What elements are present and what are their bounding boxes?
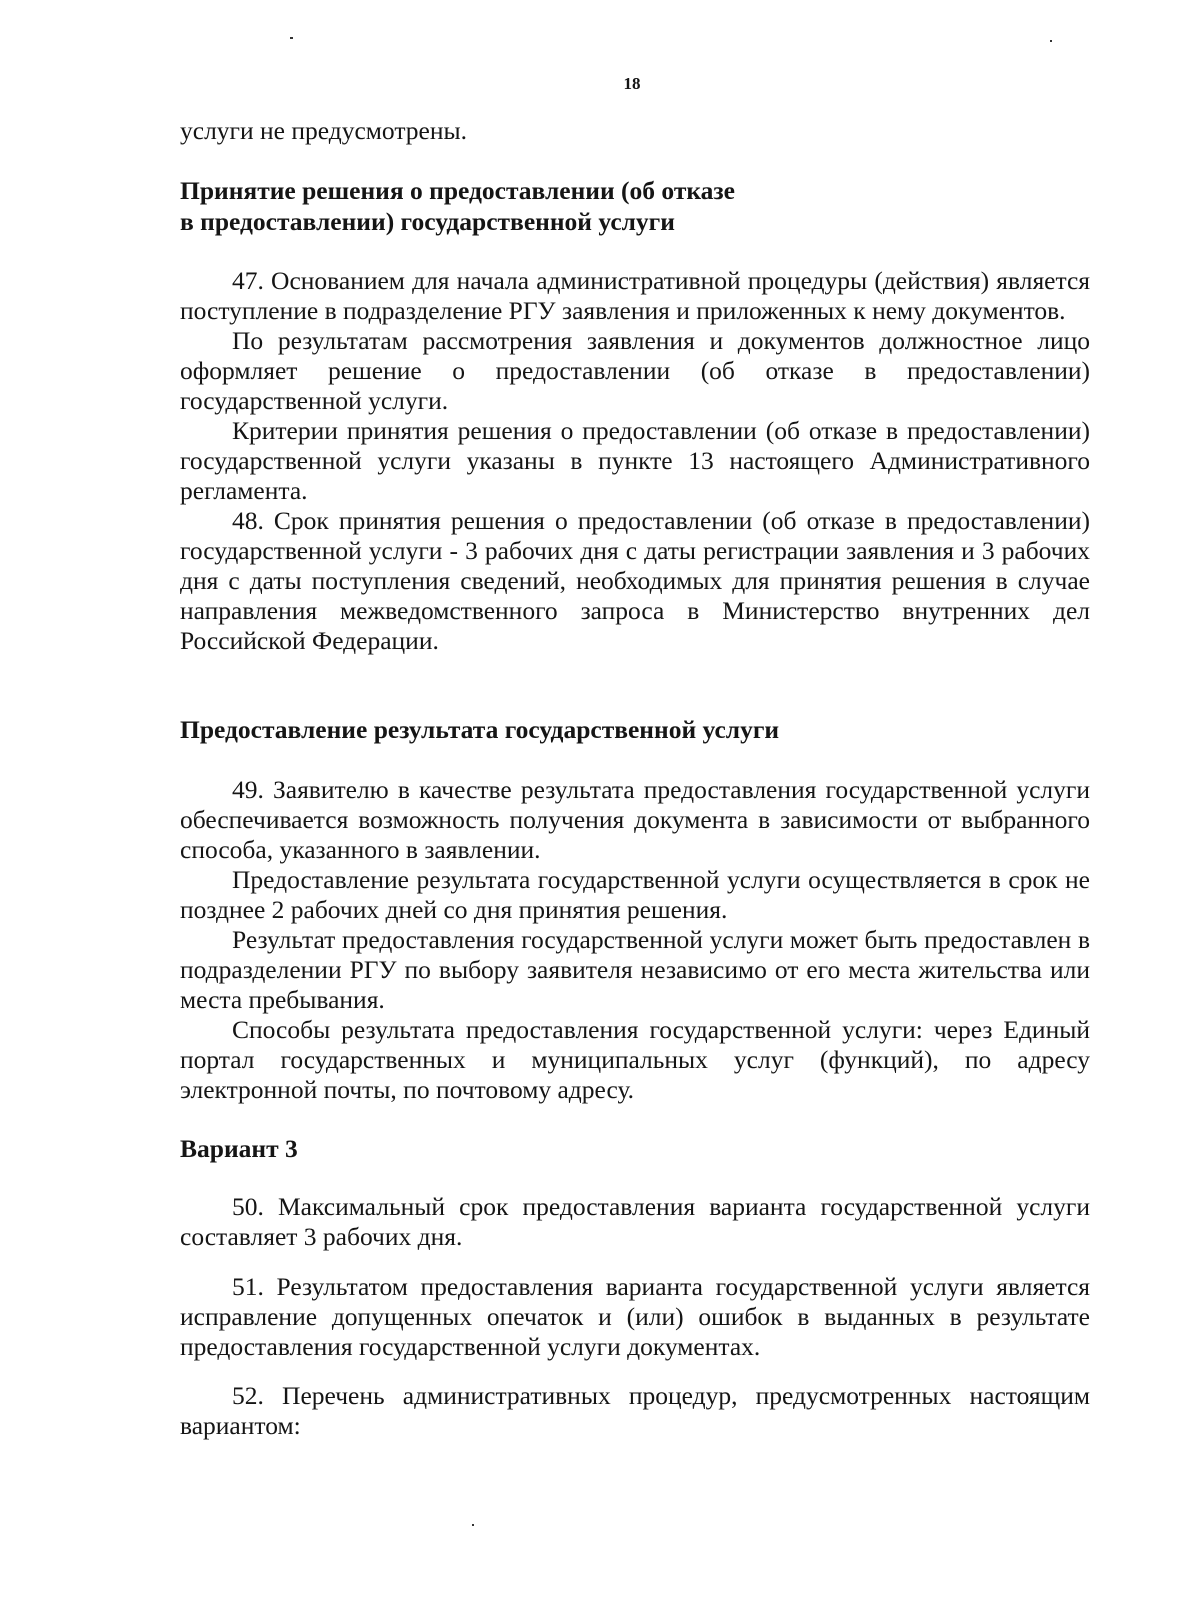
paragraph-48: 48. Срок принятия решения о предоставлении (об отказе в предоставлении) государственной услуги - 3 рабочих дня с даты регистрации заявления и 3 рабочих дня с даты поступления сведений, необходимых для принятия решения в случае направления межведомственного запроса в Министерство внутренних дел Российской Федерации.: [180, 506, 1090, 655]
section-heading-line2: в предоставлении) государственной услуги: [180, 207, 675, 236]
variant-3-p51: [180, 1272, 1090, 1362]
paragraph-49-term: Предоставление результата государственной услуги осуществляется в срок не позднее 2 рабочих дней со дня принятия решения.: [180, 865, 1090, 924]
paragraph-47: 47. Основанием для начала административной процедуры (действия) является поступление в подразделение РГУ заявления и приложенных к нему документов.: [180, 266, 1090, 325]
intro-line: услуги не предусмотрены.: [180, 116, 468, 145]
paragraph-47-outcome: По результатам рассмотрения заявления и документов должностное лицо оформляет решение о предоставлении (об отказе в предоставлении) государственной услуги.: [180, 326, 1090, 415]
page-number: 18: [623, 74, 641, 93]
variant-3-p52: [180, 1381, 1090, 1441]
paragraph-49-methods: Способы результата предоставления государственной услуги: через Единый портал государственных и муниципальных услуг (функций), по адресу электронной почты, по почтовому адресу.: [180, 1015, 1090, 1104]
paragraph-50: 50. Максимальный срок предоставления варианта государственной услуги составляет 3 рабочих дня.: [180, 1192, 1090, 1251]
section-heading: Принятие решения о предоставлении (об отказе: [180, 176, 735, 205]
paragraph-52: 52. Перечень административных процедур, предусмотренных настоящим вариантом:: [180, 1381, 1090, 1440]
body-text-top: [180, 116, 1090, 146]
section-decision: [180, 175, 1090, 237]
paragraph-47-criteria: Критерии принятия решения о предоставлении (об отказе в предоставлении) государственной услуги указаны в пункте 13 настоящего Административного регламента.: [180, 416, 1090, 505]
scan-speck: [472, 1524, 474, 1526]
scan-speck: [290, 37, 293, 39]
section-heading: Предоставление результата государственной услуги: [180, 715, 780, 744]
section-variant-3: [180, 1133, 1090, 1164]
scan-speck: [1050, 40, 1052, 42]
result-body: [180, 775, 1090, 1105]
decision-body: [180, 266, 1090, 656]
paragraph-49-place: Результат предоставления государственной услуги может быть предоставлен в подразделении РГУ по выбору заявителя независимо от его места жительства или места пребывания.: [180, 925, 1090, 1014]
paragraph-51: 51. Результатом предоставления варианта государственной услуги является исправление допущенных опечаток и (или) ошибок в выданных в результате предоставления государственной услуги документах.: [180, 1272, 1090, 1361]
section-result: [180, 714, 1090, 745]
variant-3-p50: [180, 1192, 1090, 1252]
paragraph-49: 49. Заявителю в качестве результата предоставления государственной услуги обеспечивается возможность получения документа в зависимости от выбранного способа, указанного в заявлении.: [180, 775, 1090, 864]
section-heading: Вариант 3: [180, 1134, 298, 1163]
